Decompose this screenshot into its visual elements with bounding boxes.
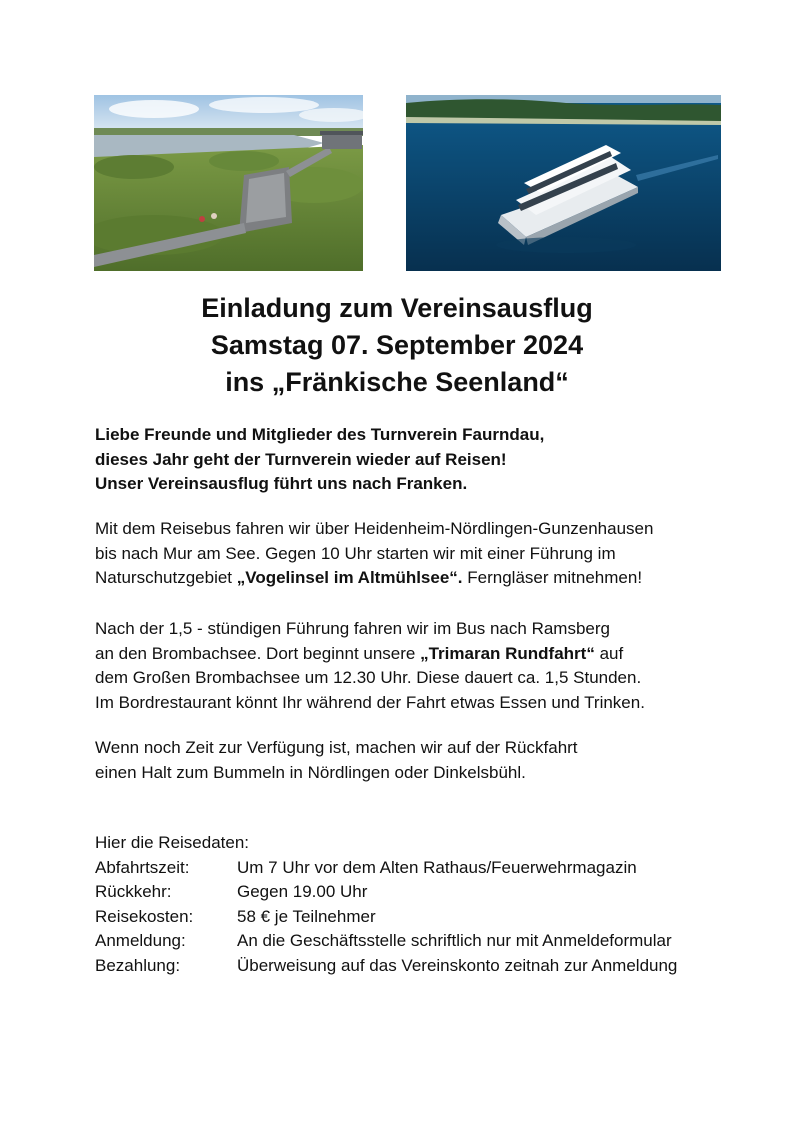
details-value: An die Geschäftsstelle schriftlich nur mit Anmeldeformular [237, 931, 672, 950]
p2-text: an den Brombachsee. Dort beginnt unsere [95, 643, 421, 663]
details-heading: Hier die Reisedaten: [95, 833, 250, 852]
p2-line-2 [95, 642, 745, 667]
p2-line-4: Im Bordrestaurant könnt Ihr während der Fahrt etwas Essen und Trinken. [95, 692, 645, 712]
details-value: Gegen 19.00 Uhr [237, 882, 368, 901]
trimaran-highlight: „Trimaran Rundfahrt“ [420, 643, 595, 663]
photo-trimaran [406, 95, 721, 271]
details-row [95, 880, 677, 905]
paragraph-return [95, 736, 745, 785]
details-label: Rückkehr: [95, 882, 172, 901]
photo-altmuehlsee [94, 95, 363, 271]
page-title [0, 290, 794, 401]
details-row [95, 929, 677, 954]
details-value: Überweisung auf das Vereinskonto zeitnah zur Anmeldung [237, 955, 678, 975]
details-label: Bezahlung: [95, 955, 181, 975]
p2-text-end: auf [594, 643, 624, 663]
p2-line-3: dem Großen Brombachsee um 12.30 Uhr. Diese dauert ca. 1,5 Stunden. [95, 668, 642, 687]
vogelinsel-highlight: „Vogelinsel im Altmühlsee“. [236, 568, 463, 587]
intro-line-1: Liebe Freunde und Mitglieder des Turnverein Faurndau, [95, 425, 545, 444]
intro-line-2: dieses Jahr geht der Turnverein wieder auf Reisen! [95, 449, 507, 469]
p1-text: Naturschutzgebiet [95, 568, 237, 587]
details-row [95, 905, 677, 930]
p1-text-end: Ferngläser mitnehmen! [462, 568, 643, 587]
travel-details [95, 831, 745, 978]
p1-line-2: bis nach Mur am See. Gegen 10 Uhr starten wir mit einer Führung im [95, 543, 616, 563]
details-table [95, 856, 677, 979]
intro-line-3: Unser Vereinsausflug führt uns nach Franken. [95, 474, 468, 493]
intro-paragraph [95, 423, 745, 497]
p3-line-2: einen Halt zum Bummeln in Nördlingen oder Dinkelsbühl. [95, 762, 526, 782]
p1-line-1: Mit dem Reisebus fahren wir über Heidenheim-Nördlingen-Gunzenhausen [95, 519, 654, 538]
details-row [95, 954, 677, 979]
details-value: Um 7 Uhr vor dem Alten Rathaus/Feuerwehrmagazin [237, 857, 637, 877]
paragraph-trimaran [95, 617, 745, 715]
details-label: Reisekosten: [95, 906, 194, 926]
title-line-2: Samstag 07. September 2024 [210, 330, 584, 360]
title-line-3: ins „Fränkische Seenland“ [225, 367, 569, 397]
p2-line-1: Nach der 1,5 - stündigen Führung fahren wir im Bus nach Ramsberg [95, 619, 610, 638]
p1-line-3 [95, 566, 745, 591]
p3-line-1: Wenn noch Zeit zur Verfügung ist, machen wir auf der Rückfahrt [95, 738, 578, 757]
title-line-1: Einladung zum Vereinsausflug [201, 293, 593, 323]
details-value: 58 € je Teilnehmer [237, 906, 376, 926]
details-label: Anmeldung: [95, 931, 186, 950]
details-row [95, 856, 677, 881]
details-label: Abfahrtszeit: [95, 857, 190, 877]
paragraph-route [95, 517, 745, 591]
